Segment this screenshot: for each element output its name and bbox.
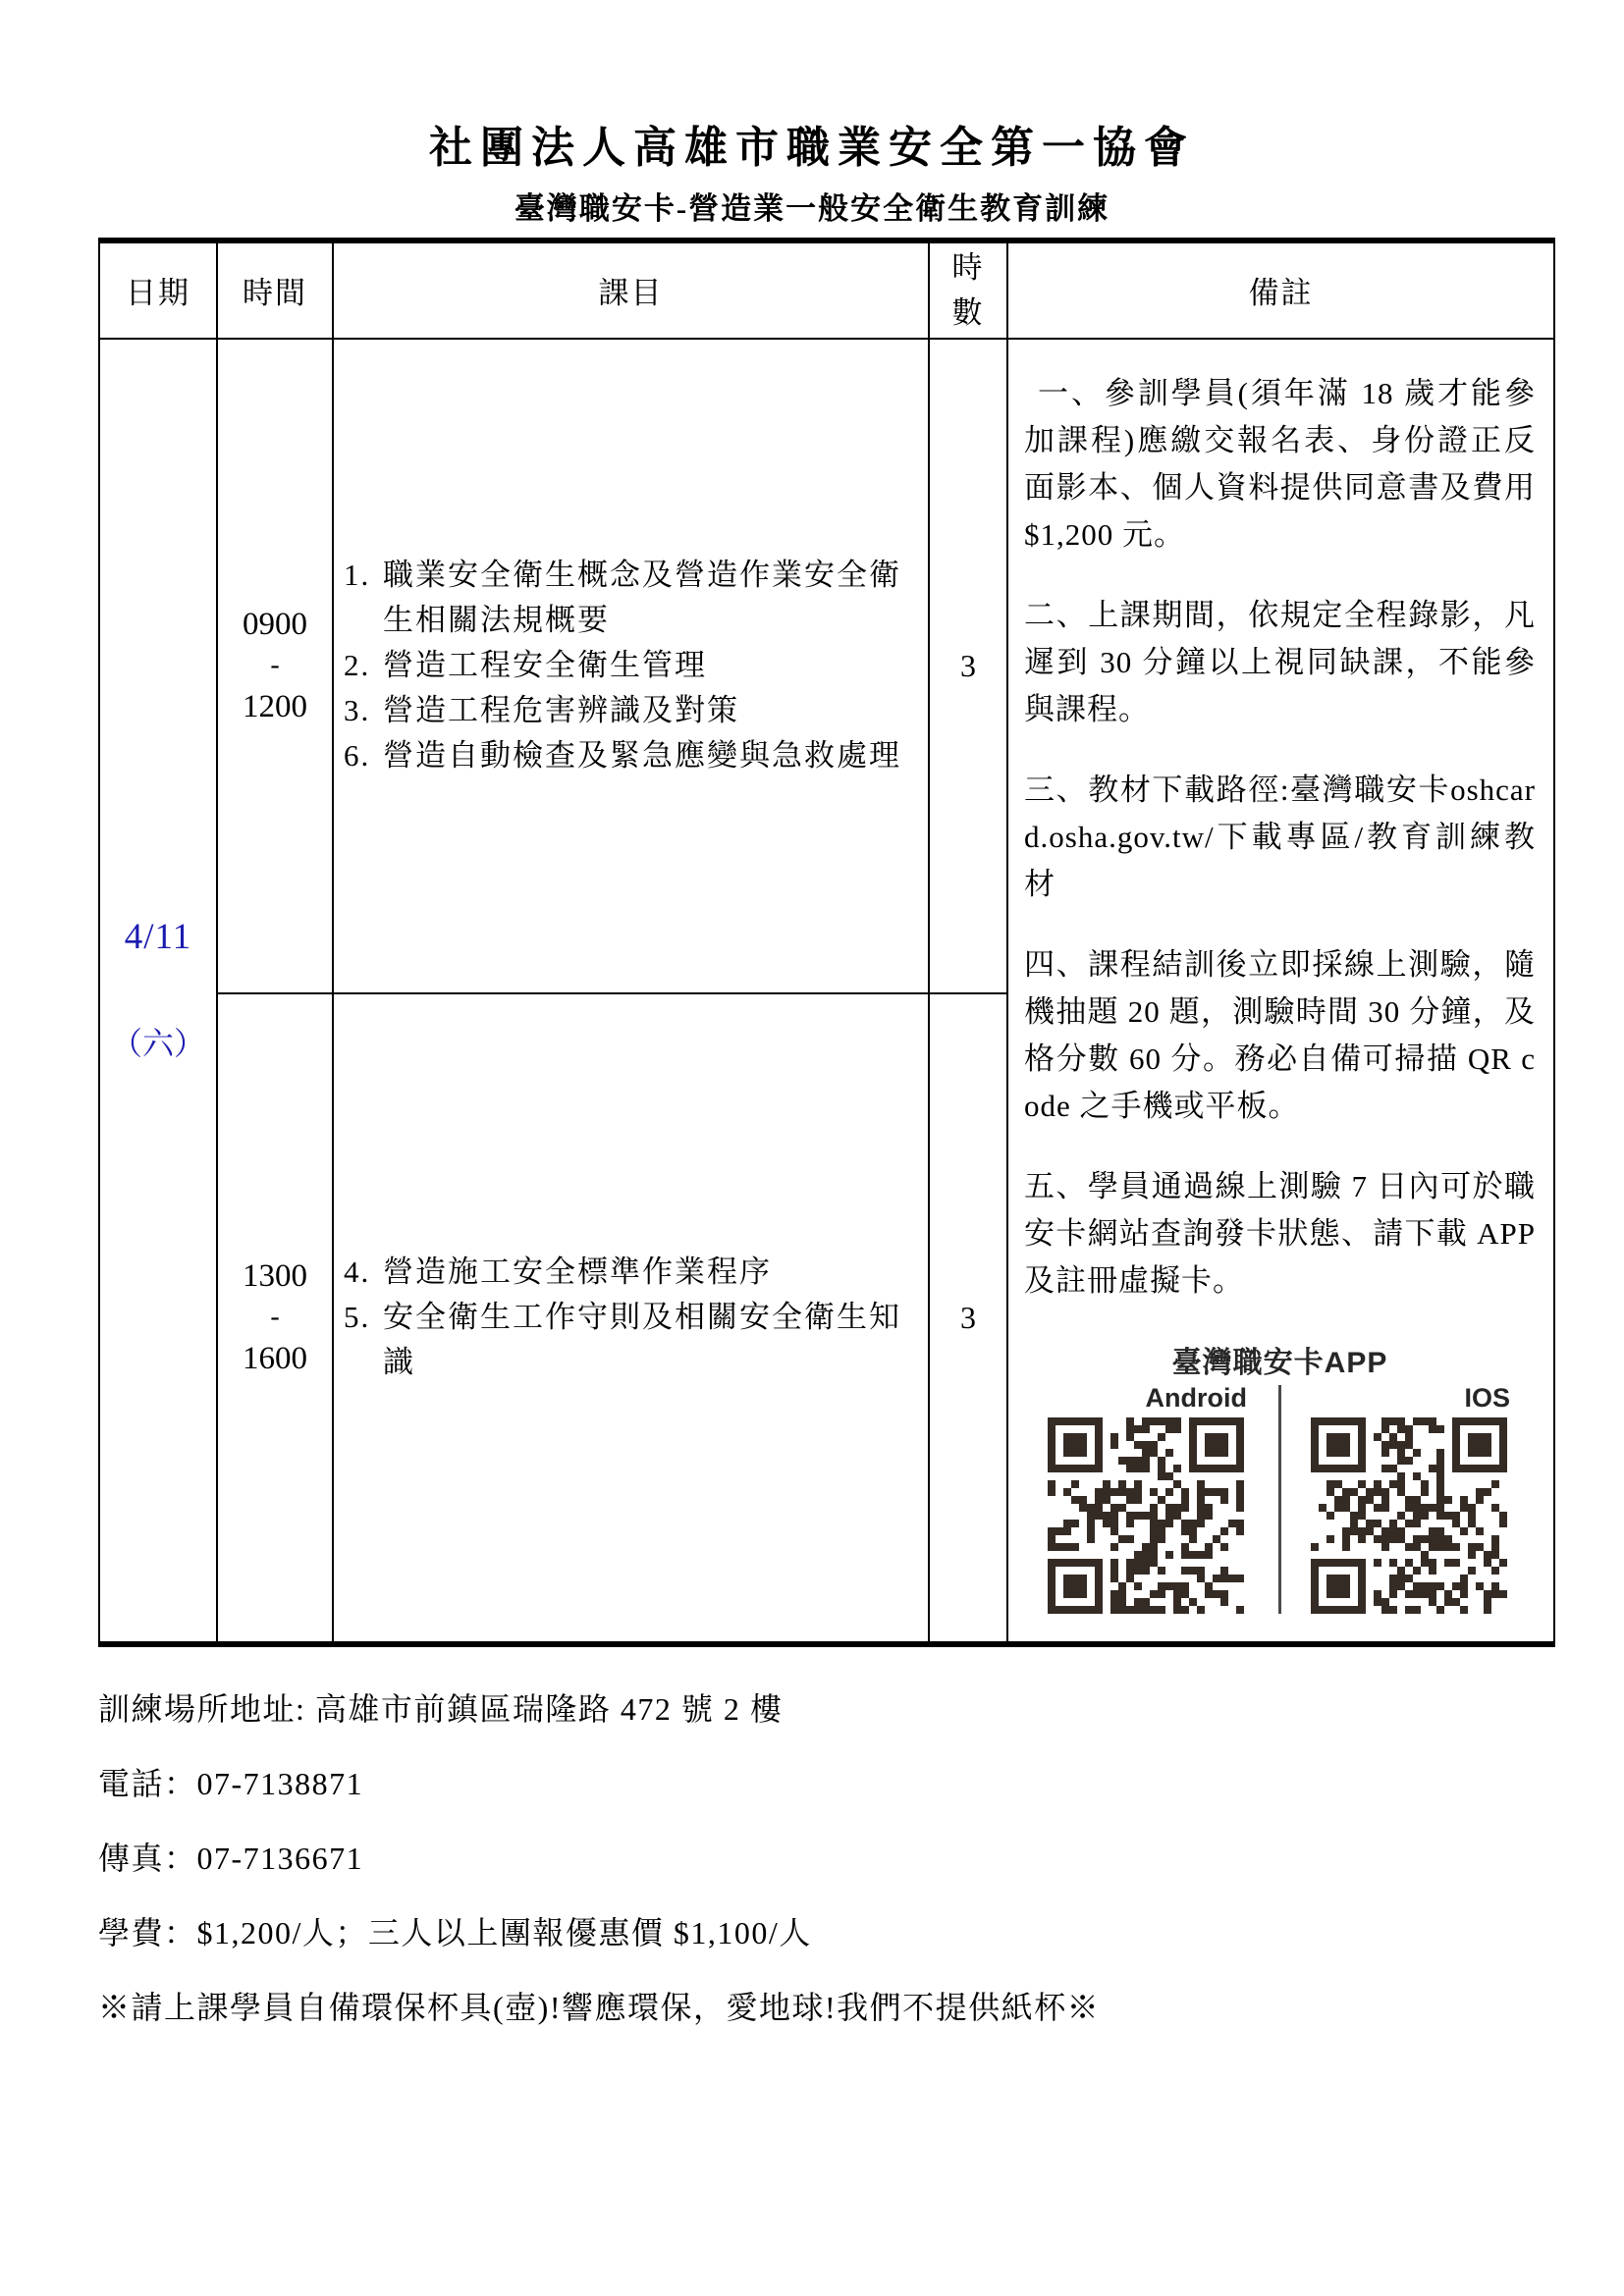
header-course: 課目 bbox=[333, 240, 929, 339]
time-start: 1300 bbox=[243, 1258, 307, 1295]
footer-note: ※請上課學員自備環保杯具(壺)!響應環保，愛地球!我們不提供紙杯※ bbox=[98, 1989, 1101, 2025]
course-text: 營造自動檢查及緊急應變與急救處理 bbox=[383, 738, 901, 774]
time-end: 1200 bbox=[243, 689, 307, 725]
ios-label: IOS bbox=[1464, 1383, 1510, 1414]
date-value: 4/11 bbox=[124, 917, 192, 958]
time-start: 0900 bbox=[243, 607, 307, 643]
remark-paragraph: 二、上課期間，依規定全程錄影，凡遲到 30 分鐘以上視同缺課，不能參與課程。 bbox=[1024, 598, 1536, 727]
page-title: 社團法人高雄市職業安全第一協會 bbox=[429, 124, 1195, 172]
time-cell-morning bbox=[217, 339, 333, 993]
course-text: 營造工程危害辨識及對策 bbox=[383, 693, 739, 728]
date-cell bbox=[99, 339, 217, 1644]
app-section-title: 臺灣職安卡APP bbox=[1171, 1347, 1388, 1380]
remark-paragraph: 四、課程結訓後立即採線上測驗，隨機抽題 20 題，測驗時間 30 分鐘，及格分數 60 分。務必自備可掃描 QR code 之手機或平板。 bbox=[1024, 947, 1536, 1124]
schedule-table bbox=[98, 238, 1555, 1647]
page-subtitle: 臺灣職安卡-營造業一般安全衛生教育訓練 bbox=[514, 190, 1110, 226]
header-date: 日期 bbox=[99, 240, 217, 339]
course-item bbox=[344, 688, 920, 733]
header-remarks: 備註 bbox=[1007, 240, 1554, 339]
courses-cell-morning bbox=[333, 339, 929, 993]
footer-fax: 傳真：07-7136671 bbox=[98, 1840, 364, 1876]
courses-cell-afternoon bbox=[333, 993, 929, 1644]
header-hours bbox=[929, 240, 1007, 339]
course-item bbox=[344, 643, 920, 688]
remarks-cell bbox=[1007, 339, 1554, 1644]
course-item bbox=[344, 733, 920, 778]
course-item bbox=[344, 553, 920, 643]
course-number: 4. bbox=[344, 1255, 371, 1290]
footer-address: 訓練場所地址: 高雄市前鎮區瑞隆路 472 號 2 樓 bbox=[98, 1690, 784, 1727]
remark-paragraph: 三、教材下載路徑:臺灣職安卡oshcard.osha.gov.tw/下載專區/教育訓練教材 bbox=[1024, 773, 1536, 902]
header-hours-line2: 數 bbox=[951, 294, 985, 330]
remark-paragraph: 五、學員通過線上測驗 7 日內可於職安卡網站查詢發卡狀態、請下載 APP 及註冊虛擬卡。 bbox=[1024, 1169, 1536, 1299]
course-text: 職業安全衛生概念及營造作業安全衛生相關法規概要 bbox=[383, 558, 901, 638]
hours-cell-morning: 3 bbox=[929, 339, 1007, 993]
header-time: 時間 bbox=[217, 240, 333, 339]
hours-cell-afternoon: 3 bbox=[929, 993, 1007, 1644]
course-number: 2. bbox=[344, 648, 371, 683]
qr-code-android bbox=[1048, 1417, 1244, 1614]
course-text: 安全衛生工作守則及相關安全衛生知識 bbox=[383, 1300, 901, 1380]
course-number: 5. bbox=[344, 1300, 371, 1335]
course-number: 6. bbox=[344, 738, 371, 774]
qr-divider bbox=[1278, 1385, 1281, 1614]
footer-phone: 電話：07-7138871 bbox=[98, 1765, 364, 1801]
course-item bbox=[344, 1295, 920, 1385]
qr-android-column bbox=[1048, 1383, 1249, 1614]
footer bbox=[98, 1692, 1555, 2024]
footer-fee: 學費：$1,200/人；三人以上團報優惠價 $1,100/人 bbox=[98, 1914, 812, 1950]
qr-section bbox=[1024, 1383, 1536, 1614]
remark-paragraph: 一、參訓學員(須年滿 18 歲才能參加課程)應繳交報名表、身份證正反面影本、個人資料提供同意書及費用$1,200 元。 bbox=[1024, 376, 1536, 553]
course-item bbox=[344, 1250, 920, 1295]
course-text: 營造施工安全標準作業程序 bbox=[383, 1255, 772, 1290]
time-separator: - bbox=[270, 1302, 280, 1333]
course-text: 營造工程安全衛生管理 bbox=[383, 648, 707, 683]
course-number: 1. bbox=[344, 558, 371, 593]
time-end: 1600 bbox=[243, 1341, 307, 1377]
android-label: Android bbox=[1145, 1383, 1247, 1414]
date-weekday: （六） bbox=[110, 1026, 205, 1062]
qr-ios-column bbox=[1311, 1383, 1512, 1614]
time-separator: - bbox=[270, 650, 280, 681]
header-hours-line1: 時 bbox=[951, 249, 985, 285]
time-cell-afternoon bbox=[217, 993, 333, 1644]
qr-code-ios bbox=[1311, 1417, 1507, 1614]
course-number: 3. bbox=[344, 693, 371, 728]
